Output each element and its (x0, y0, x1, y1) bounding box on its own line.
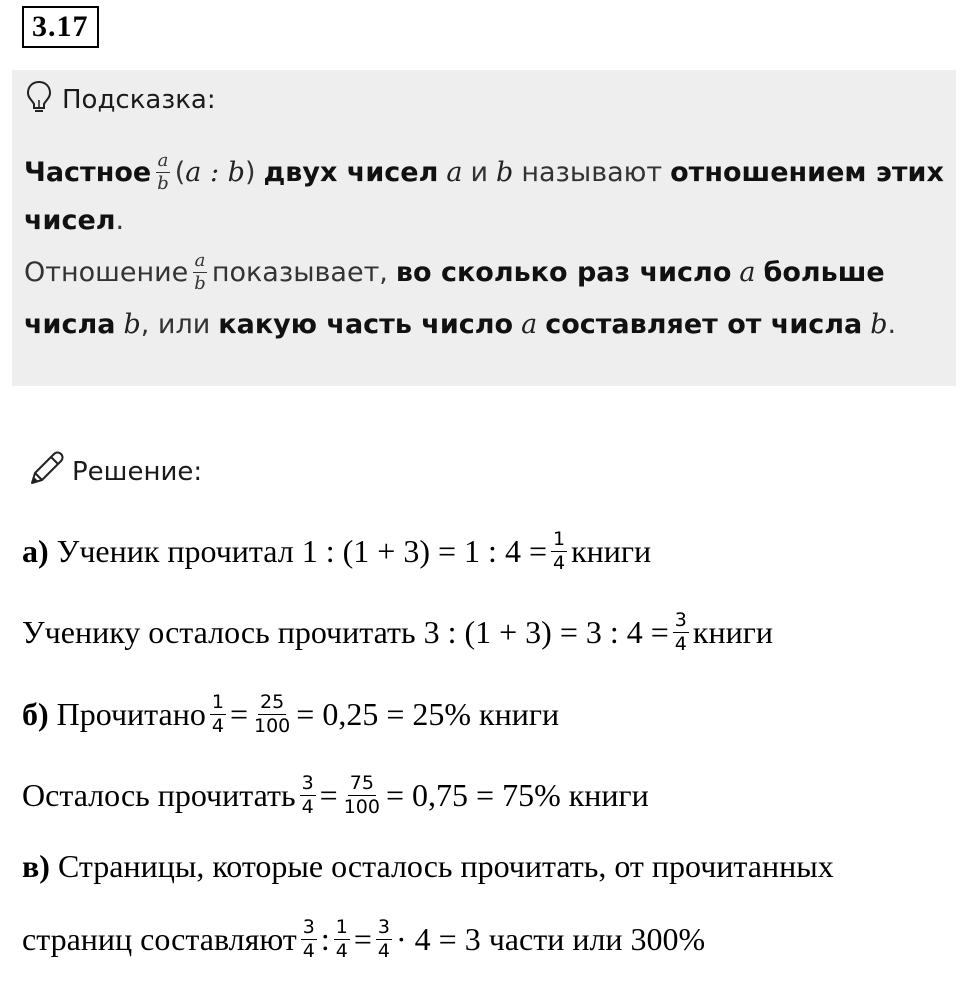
solution-line-c1 (22, 844, 834, 888)
solution-line-b2 (22, 766, 649, 824)
hint-text: больше (763, 256, 885, 288)
fraction (301, 915, 317, 962)
hint-line-3 (24, 244, 885, 300)
pencil-icon (26, 449, 66, 496)
fraction-denominator: b (157, 172, 169, 194)
hint-text: числа (24, 308, 116, 340)
hint-text: . (115, 204, 125, 236)
hint-text: называют (521, 156, 663, 188)
solution-text: Прочитано (56, 695, 206, 732)
hint-title: Подсказка: (62, 85, 216, 115)
item-label: б) (22, 695, 49, 732)
hint-math: a : b (185, 156, 245, 188)
hint-text: Отношение (24, 256, 189, 288)
fraction-numerator: 25 (260, 690, 285, 713)
solution-text: книги (692, 613, 773, 650)
fraction (300, 771, 316, 818)
solution-text: Страницы, которые осталось прочитать, от прочитанных (57, 847, 834, 884)
fraction (252, 690, 292, 737)
hint-math: b (123, 308, 141, 340)
fraction-numerator: a (194, 249, 206, 271)
hint-math: b (496, 156, 514, 188)
fraction-numerator: 1 (211, 690, 224, 713)
fraction-denominator: 4 (674, 632, 687, 655)
hint-text: во сколько раз число (395, 256, 732, 288)
fraction-numerator: 3 (674, 608, 687, 631)
solution-text: = 0,75 = 75% книги (385, 776, 649, 813)
hint-text: двух чисел (263, 156, 439, 188)
hint-text: чисел (24, 204, 116, 236)
fraction-denominator: 4 (335, 939, 348, 962)
solution-text: = (353, 920, 372, 957)
task-number: 3.17 (22, 6, 99, 48)
solution-line-a2 (22, 603, 773, 661)
fraction-numerator: a (157, 149, 169, 171)
fraction-denominator: 100 (343, 795, 380, 818)
hint-math: a (739, 256, 756, 288)
fraction-numerator: 75 (349, 771, 374, 794)
fraction-a-over-b (192, 249, 208, 294)
solution-text: книги (571, 532, 652, 569)
lightbulb-icon (26, 80, 52, 121)
solution-text: : (320, 920, 330, 957)
fraction-a-over-b (155, 149, 171, 194)
hint-math: a (446, 156, 463, 188)
hint-line-4 (24, 302, 896, 346)
solution-line-b1 (22, 685, 559, 743)
solution-text: = (229, 695, 248, 732)
solution-text: = (319, 776, 338, 813)
solution-title: Решение: (72, 457, 203, 487)
solution-text: Ученику осталось прочитать 3 : (1 + 3) = 3 : 4 = (22, 613, 669, 650)
fraction (376, 915, 392, 962)
fraction (551, 527, 567, 574)
fraction-denominator: 4 (552, 551, 566, 574)
fraction-numerator: 3 (302, 915, 315, 938)
solution-line-a1 (22, 522, 651, 580)
item-label: в) (22, 847, 50, 884)
hint-text: и (470, 156, 489, 188)
hint-text: отношением этих (670, 156, 944, 188)
hint-line-2 (24, 200, 124, 240)
fraction-numerator: 1 (552, 527, 566, 550)
hint-text: какую часть число (218, 308, 514, 340)
fraction (342, 771, 382, 818)
solution-line-c2 (22, 910, 705, 968)
solution-text: = 0,25 = 25% книги (296, 695, 560, 732)
hint-math: b (870, 308, 888, 340)
solution-text: · 4 = 3 части или 300% (396, 920, 706, 957)
fraction-denominator: b (194, 272, 206, 294)
hint-text: показывает, (211, 256, 388, 288)
solution-text: Ученик прочитал 1 : (1 + 3) = 1 : 4 = (56, 532, 547, 569)
fraction-numerator: 1 (335, 915, 348, 938)
hint-text: . (887, 308, 897, 340)
fraction (673, 608, 689, 655)
hint-text: Частное (24, 156, 152, 188)
hint-text: ( (174, 156, 186, 188)
item-label: а) (22, 532, 49, 569)
hint-header (26, 80, 216, 120)
hint-math: a (521, 308, 538, 340)
solution-text: Осталось прочитать (22, 776, 296, 813)
hint-text: ) (244, 156, 256, 188)
hint-text: составляет от числа (545, 308, 863, 340)
fraction-denominator: 4 (302, 939, 315, 962)
fraction-numerator: 3 (377, 915, 390, 938)
fraction-denominator: 4 (211, 714, 224, 737)
hint-line-1 (24, 144, 944, 200)
fraction-numerator: 3 (301, 771, 314, 794)
fraction-denominator: 4 (377, 939, 390, 962)
fraction (334, 915, 350, 962)
solution-text: страниц составляют (22, 920, 297, 957)
fraction-denominator: 100 (254, 714, 291, 737)
fraction (210, 690, 226, 737)
solution-header (26, 452, 202, 492)
hint-text: , или (140, 308, 211, 340)
fraction-denominator: 4 (301, 795, 314, 818)
hint-box (12, 70, 956, 386)
